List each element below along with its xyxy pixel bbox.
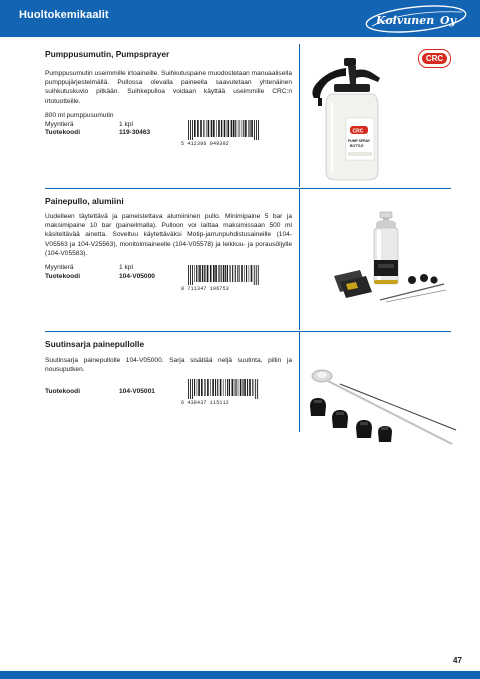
barcode-bar bbox=[188, 120, 189, 140]
nozzle-set-image bbox=[300, 362, 460, 460]
barcode-bar bbox=[256, 120, 257, 140]
svg-text:PUMP SPRAY: PUMP SPRAY bbox=[348, 139, 371, 143]
barcode-bar bbox=[249, 379, 251, 396]
barcode-bar bbox=[200, 120, 202, 137]
barcode-bar bbox=[194, 379, 195, 396]
section-description-nozzle-set: Suutinsarja painepullolle 104-V05000. Sarja sisältää neljä suutinta, pillin ja nousuputken. bbox=[45, 357, 292, 374]
spec-row bbox=[45, 121, 150, 130]
barcode-bar bbox=[199, 265, 201, 282]
barcode-bar bbox=[224, 120, 225, 137]
spec-value: 1 kpl bbox=[119, 264, 133, 271]
spec-label: Tuotekoodi bbox=[45, 129, 81, 137]
barcode-bar bbox=[218, 120, 220, 137]
barcode-bar bbox=[194, 265, 195, 282]
spec-row bbox=[45, 388, 155, 397]
koivunen-logo bbox=[364, 4, 468, 34]
barcode bbox=[187, 120, 259, 140]
section-divider-1 bbox=[45, 188, 451, 189]
barcode-bar bbox=[213, 265, 215, 282]
barcode-bar bbox=[244, 265, 245, 282]
svg-text:CRC: CRC bbox=[352, 128, 364, 135]
crc-logo-text: CRC bbox=[422, 53, 447, 64]
barcode-bar bbox=[201, 379, 203, 396]
page-title: Huoltokemikaalit bbox=[19, 9, 109, 21]
barcode-bar bbox=[220, 379, 222, 396]
column-divider-2 bbox=[299, 188, 300, 330]
barcode-bar bbox=[192, 265, 193, 285]
barcode-bar bbox=[249, 265, 250, 282]
barcode-bar bbox=[238, 379, 239, 396]
barcode-bar bbox=[231, 120, 233, 137]
barcode-bar bbox=[247, 379, 248, 396]
barcode-bar bbox=[240, 120, 241, 137]
barcode-bar bbox=[248, 120, 249, 137]
barcode-bar bbox=[218, 265, 219, 282]
barcode-bar bbox=[235, 265, 236, 282]
pressure-bottle-image bbox=[326, 210, 450, 306]
svg-text:Koivunen: Koivunen bbox=[376, 14, 435, 27]
product-note: 800 ml pumppusumutin bbox=[45, 112, 114, 119]
barcode-bar bbox=[223, 265, 225, 282]
barcode-bar bbox=[206, 120, 207, 137]
barcode-bar bbox=[252, 379, 253, 396]
section-divider-2 bbox=[45, 331, 451, 332]
spec-label: Tuotekoodi bbox=[45, 388, 81, 395]
barcode-bar bbox=[204, 265, 205, 282]
spec-label: Myyntierä bbox=[45, 264, 74, 271]
barcode-bar bbox=[205, 379, 206, 396]
barcode-bar bbox=[198, 379, 200, 396]
barcode-bar bbox=[244, 379, 246, 396]
section-title-pressure-bottle: Painepullo, alumiini bbox=[45, 196, 124, 206]
barcode-bar bbox=[223, 120, 224, 137]
barcode-bar bbox=[232, 379, 234, 396]
spec-label: Myyntierä bbox=[45, 120, 74, 128]
barcode bbox=[187, 265, 259, 285]
spec-value: 104-V05000 bbox=[119, 272, 155, 280]
barcode-bar bbox=[223, 379, 224, 396]
barcode-bar bbox=[198, 265, 199, 282]
barcode-bar bbox=[246, 265, 247, 282]
barcode-bar bbox=[227, 265, 228, 282]
barcode-bar bbox=[212, 379, 214, 396]
barcode-bar bbox=[239, 265, 240, 282]
barcode-bar bbox=[257, 379, 258, 399]
barcode-bar bbox=[233, 120, 235, 137]
barcode-bar bbox=[192, 120, 193, 140]
barcode-bar bbox=[197, 379, 198, 396]
barcode-bar bbox=[192, 379, 193, 399]
barcode-bar bbox=[194, 120, 196, 137]
spec-row bbox=[45, 273, 155, 282]
barcode-bar bbox=[210, 265, 212, 282]
barcode-bar bbox=[225, 265, 226, 282]
barcode-number: 5 412386 049392 bbox=[181, 141, 230, 147]
barcode-bar bbox=[211, 120, 213, 137]
barcode-bar bbox=[251, 265, 253, 282]
svg-text:Oy: Oy bbox=[440, 14, 456, 27]
barcode-bar bbox=[221, 120, 222, 137]
barcode-bar bbox=[229, 379, 230, 396]
spec-list-pressure-bottle bbox=[45, 264, 155, 281]
barcode-bar bbox=[232, 265, 233, 282]
spec-value: 119-30463 bbox=[119, 129, 151, 137]
section-title-pump-sprayer: Pumppusumutin, Pumpsprayer bbox=[45, 49, 170, 59]
barcode-bar bbox=[216, 120, 217, 137]
pump-sprayer-image bbox=[304, 54, 402, 182]
barcode-bar bbox=[207, 379, 209, 396]
barcode-bar bbox=[190, 379, 191, 399]
barcode-bar bbox=[228, 120, 230, 137]
barcode-bar bbox=[188, 265, 189, 285]
barcode-bar bbox=[227, 379, 228, 396]
barcode-bar bbox=[245, 120, 247, 137]
barcode-bar bbox=[219, 265, 220, 282]
barcode-bar bbox=[254, 265, 255, 285]
section-description-pressure-bottle: Uudelleen täytettävä ja paineistettava alumiininen pullo. Minimipaine 5 bar ja maksimipaine 10 bar (paineilmalla). Pulloon voi laittaa maksimissaan 500 ml käsiteltävää ainetta. Soveltuu käytettäväksi Motip-jarrunpuhdistusaineille (104-V05563 ja 104-V25563), monitoimiaineelle (104-V05578) ja leikkuu- ja porausöljylle (104-V05583). bbox=[45, 213, 292, 257]
barcode-bar bbox=[226, 120, 227, 137]
barcode-bar bbox=[230, 265, 231, 282]
barcode-bar bbox=[255, 379, 256, 399]
barcode-bar bbox=[215, 379, 216, 396]
barcode-bar bbox=[225, 379, 226, 396]
barcode-bar bbox=[235, 120, 236, 137]
barcode-bar bbox=[241, 265, 243, 282]
spec-list-nozzle-set bbox=[45, 388, 155, 397]
barcode-bar bbox=[250, 120, 251, 137]
barcode-bar bbox=[188, 379, 189, 399]
barcode-bar bbox=[237, 265, 238, 282]
barcode-bar bbox=[251, 120, 253, 137]
barcode-bar bbox=[234, 379, 235, 396]
barcode-bar bbox=[190, 120, 191, 140]
barcode-bar bbox=[210, 379, 211, 396]
barcode-bar bbox=[196, 265, 197, 282]
barcode-bar bbox=[204, 379, 205, 396]
barcode-bar bbox=[240, 379, 242, 396]
spec-row bbox=[45, 264, 155, 273]
section-description-pump-sprayer: Pumppusumutin useimmille irtoaineille. Suihkutuspaine muodostetaan manuaalisella pumppujärjestelmällä. Pullossa olevalla paineella saavutetaan yhtenäinen suihkutuskuvio pitkään. Suihkepulloa voidaan käyttää useimmille CRC:n irtotuotteille. bbox=[45, 70, 292, 105]
column-divider-1 bbox=[299, 44, 300, 187]
svg-text:BOTTLE: BOTTLE bbox=[350, 144, 364, 148]
page-number: 47 bbox=[453, 656, 462, 665]
barcode-number: 8 711347 196753 bbox=[181, 286, 230, 292]
barcode-bar bbox=[206, 265, 207, 282]
barcode-bar bbox=[203, 120, 204, 137]
barcode-number: 6 438437 115112 bbox=[181, 400, 230, 406]
barcode bbox=[187, 379, 259, 399]
barcode-bar bbox=[254, 120, 255, 140]
barcode-bar bbox=[238, 120, 239, 137]
barcode-bar bbox=[256, 265, 257, 285]
barcode-bar bbox=[207, 265, 209, 282]
barcode-bar bbox=[221, 265, 222, 282]
footer-bar bbox=[0, 671, 480, 679]
spec-list-pump-sprayer bbox=[45, 112, 150, 138]
section-title-nozzle-set: Suutinsarja painepullolle bbox=[45, 339, 145, 349]
barcode-bar bbox=[235, 379, 236, 396]
barcode-bar bbox=[202, 265, 203, 282]
barcode-bar bbox=[215, 265, 217, 282]
barcode-bar bbox=[208, 120, 210, 137]
barcode-bar bbox=[242, 120, 243, 137]
spec-row bbox=[45, 129, 150, 138]
barcode-bar bbox=[243, 379, 244, 396]
barcode-bar bbox=[190, 265, 191, 285]
spec-label: Tuotekoodi bbox=[45, 272, 81, 280]
crc-logo bbox=[418, 49, 451, 68]
barcode-bar bbox=[217, 379, 218, 396]
spec-value: 104-V05001 bbox=[119, 388, 155, 395]
barcode-bar bbox=[197, 120, 199, 137]
barcode-bar bbox=[258, 120, 259, 140]
barcode-bar bbox=[213, 120, 215, 137]
barcode-bar bbox=[236, 379, 237, 396]
spec-value: 1 kpl bbox=[119, 120, 133, 128]
barcode-bar bbox=[243, 120, 244, 137]
barcode-bar bbox=[258, 265, 259, 285]
